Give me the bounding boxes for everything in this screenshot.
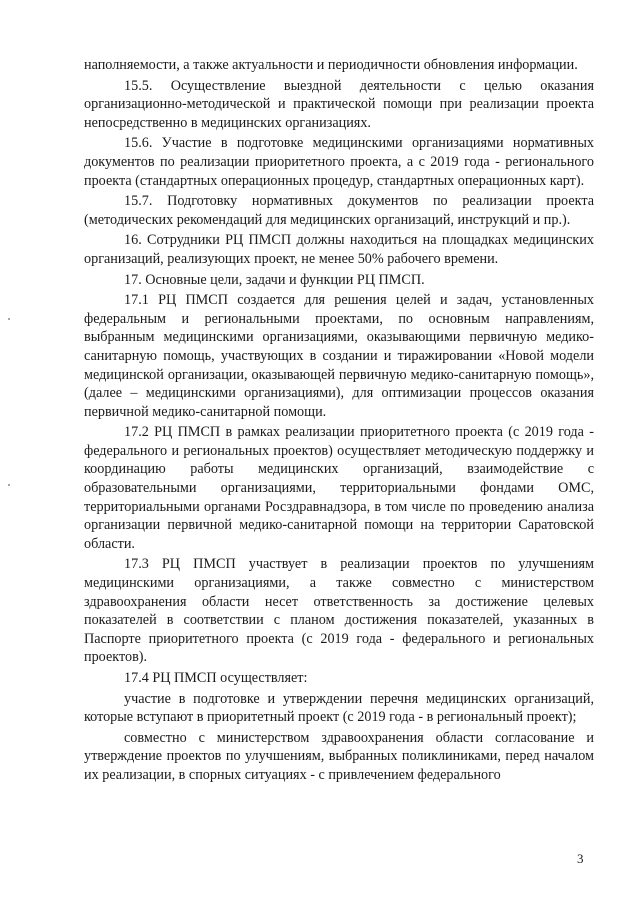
list-item-coordination: совместно с министерством здравоохранения области согласование и утверждение проектов по улучшениям, выбранных поликлиниками, перед началом их реализации, в спорных ситуациях - с привлечением федерального: [84, 729, 594, 783]
paragraph-17-3: 17.3 РЦ ПМСП участвует в реализации проектов по улучшениям медицинскими организациями, а также совместно с министерством здравоохранения области несет ответственность за достижение целевых показателей в соответствии с планом достижения показателей, указанных в Паспорте приоритетного проекта (с 2019 года - федерального и региональных проектов).: [84, 556, 594, 666]
paragraph-17-2: 17.2 РЦ ПМСП в рамках реализации приоритетного проекта (с 2019 года - федерального и региональных проектов) осуществляет методическую поддержку и координацию работы медицинских организаций, взаимодействие с образовательными организациями, территориальными фондами ОМС, территориальными органами Росздравнадзора, в том числе по проведению анализа организации первичной медико-санитарной помощи на территории Саратовской области.: [84, 424, 594, 552]
document-body: [84, 56, 594, 785]
paragraph-15-6: 15.6. Участие в подготовке медицинскими организациями нормативных документов по реализации приоритетного проекта, а с 2019 года - регионального проекта (стандартных операционных процедур, стандартных операционных карт).: [84, 135, 594, 189]
scan-speck: [8, 318, 10, 320]
scan-speck: [8, 484, 10, 486]
paragraph-15-7: 15.7. Подготовку нормативных документов по реализации проекта (методических рекомендаций для медицинских организаций, инструкций и пр.).: [84, 193, 594, 228]
paragraph-17: 17. Основные цели, задачи и функции РЦ ПМСП.: [124, 271, 425, 288]
page-number: 3: [577, 851, 584, 866]
list-item-participation: участие в подготовке и утверждении перечня медицинских организаций, которые вступают в приоритетный проект (с 2019 года - в региональный проект);: [84, 690, 594, 726]
paragraph-17-1: 17.1 РЦ ПМСП создается для решения целей и задач, установленных федеральным и региональными проектами, по основным направлениям, выбранным медицинскими организациями, оказывающими первичную медико-санитарную помощь, участвующих в создании и тиражировании «Новой модели медицинской организации, оказывающей первичную медико-санитарную помощь», (далее – медицинскими организациями), для оптимизации процессов оказания первичной медико-санитарной помощи.: [84, 292, 594, 420]
paragraph-continuation: наполняемости, а также актуальности и периодичности обновления информации.: [84, 57, 578, 73]
paragraph-16: 16. Сотрудники РЦ ПМСП должны находиться на площадках медицинских организаций, реализующих проект, не менее 50% рабочего времени.: [84, 232, 594, 267]
paragraph-15-5: 15.5. Осуществление выездной деятельности с целью оказания организационно-методической и практической помощи при реализации проекта непосредственно в медицинских организациях.: [84, 77, 594, 131]
paragraph-17-4: 17.4 РЦ ПМСП осуществляет:: [124, 670, 308, 686]
